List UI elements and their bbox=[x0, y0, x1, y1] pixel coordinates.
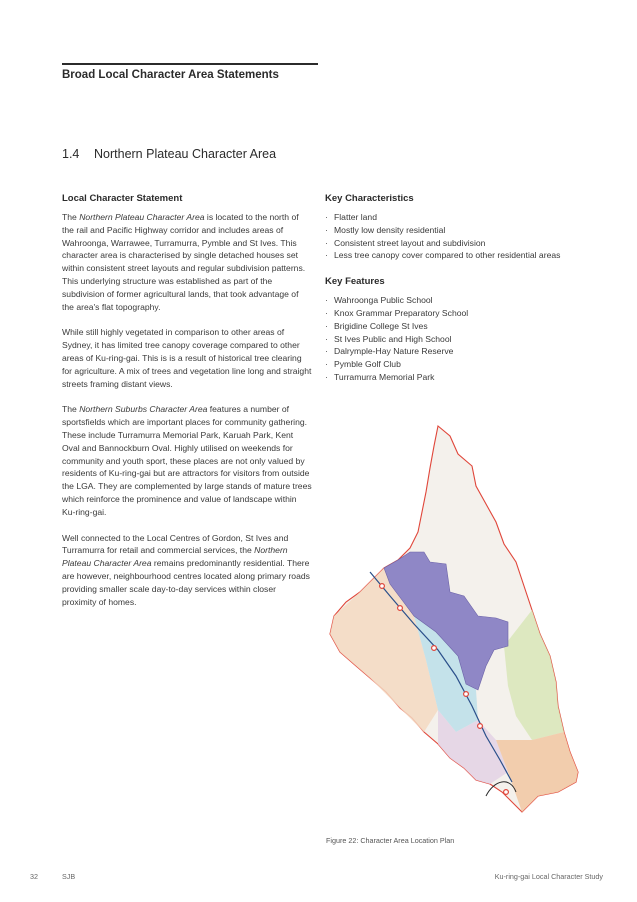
p4-text-a: Well connected to the Local Centres of Gordon, St Ives and Turramurra for retail and commercial services, the bbox=[62, 532, 289, 556]
centre-marker bbox=[432, 646, 437, 651]
character-area-location-map bbox=[326, 420, 582, 832]
p1-text-a: The bbox=[62, 212, 80, 222]
character-zone-south-b bbox=[496, 732, 578, 812]
section-heading bbox=[62, 147, 276, 161]
list-item: · Knox Grammar Preparatory School bbox=[325, 307, 575, 320]
centre-marker bbox=[380, 584, 385, 589]
list-item: · Brigidine College St Ives bbox=[325, 320, 575, 333]
list-item: · Less tree canopy cover compared to other residential areas bbox=[325, 249, 575, 262]
statement-paragraph-2: While still highly vegetated in comparison to other areas of Sydney, it has limited tree canopy coverage compared to other areas of Ku-ring-gai. This is is a result of historical tree clearing for agriculture. A mix of trees and vegetation line long and straight streets framing distant views. bbox=[62, 327, 312, 389]
p3-text-a: The bbox=[62, 404, 80, 415]
key-features-list bbox=[325, 294, 575, 384]
p3-emphasis: Northern Suburbs Character Area bbox=[79, 404, 208, 415]
location-map-svg bbox=[326, 420, 582, 832]
list-item: · Mostly low density residential bbox=[325, 224, 575, 237]
list-item: · Pymble Golf Club bbox=[325, 358, 575, 371]
list-item: · Flatter land bbox=[325, 211, 575, 224]
centre-marker bbox=[504, 790, 509, 795]
p3-text-b: features a number of sportsfields which are important places for community gathering. These include Turramurra Memorial Park, Karuah Park, Kent Oval and Bannockburn Oval. Highly utilised on weekends for community and youth sport, these places are not only valued by residents of Ku-ring-gai but are attractors for visitors from outside the LGA. They are complemented by large stands of mature trees which reinforce the prominence and value of landscape within Ku-ring-gai. bbox=[62, 404, 312, 517]
key-features-heading: Key Features bbox=[325, 276, 385, 288]
list-item: · St Ives Public and High School bbox=[325, 333, 575, 346]
right-column bbox=[325, 193, 575, 398]
header-rule bbox=[62, 63, 318, 65]
list-item: · Dalrymple-Hay Nature Reserve bbox=[325, 345, 575, 358]
p4-text-b: remains predominantly residential. There are however, neighbourhood centres located along primary roads providing smaller scale day-to-day services within closer proximity of homes. bbox=[62, 558, 310, 607]
section-number: 1.4 bbox=[62, 147, 80, 161]
list-item: · Consistent street layout and subdivision bbox=[325, 237, 575, 250]
footer-org: SJB bbox=[62, 872, 76, 881]
p1-text-b: is located to the north of the rail and Pacific Highway corridor and includes areas of Wahroonga, Warrawee, Turramurra, Pymble and St Ives. This character area is characterised by single detached houses set within consistent street layouts and regular subdivision patterns. This underlying structure was established as part of the subdivision of former agricultural lands, that took advantage of the area's flat topography. bbox=[62, 212, 306, 312]
list-item: · Wahroonga Public School bbox=[325, 294, 575, 307]
p1-emphasis: Northern Plateau Character Area bbox=[79, 212, 205, 222]
footer-study-title: Ku-ring-gai Local Character Study bbox=[494, 872, 603, 881]
left-column bbox=[62, 193, 312, 621]
statement-paragraph-3 bbox=[62, 403, 312, 518]
page-number: 32 bbox=[30, 872, 38, 881]
running-header-title: Broad Local Character Area Statements bbox=[62, 69, 279, 81]
centre-marker bbox=[464, 692, 469, 697]
figure-caption: Figure 22: Character Area Location Plan bbox=[326, 836, 455, 845]
statement-paragraph-4 bbox=[62, 532, 312, 609]
local-character-statement-heading: Local Character Statement bbox=[62, 193, 183, 204]
key-characteristics-list bbox=[325, 211, 575, 262]
centre-marker bbox=[478, 724, 483, 729]
centre-marker bbox=[398, 606, 403, 611]
section-title: Northern Plateau Character Area bbox=[94, 147, 277, 161]
key-characteristics-heading: Key Characteristics bbox=[325, 193, 414, 204]
p4-emphasis: Northern Plateau Character Area bbox=[62, 545, 288, 569]
list-item: · Turramurra Memorial Park bbox=[325, 371, 575, 384]
statement-paragraph-1 bbox=[62, 211, 312, 313]
